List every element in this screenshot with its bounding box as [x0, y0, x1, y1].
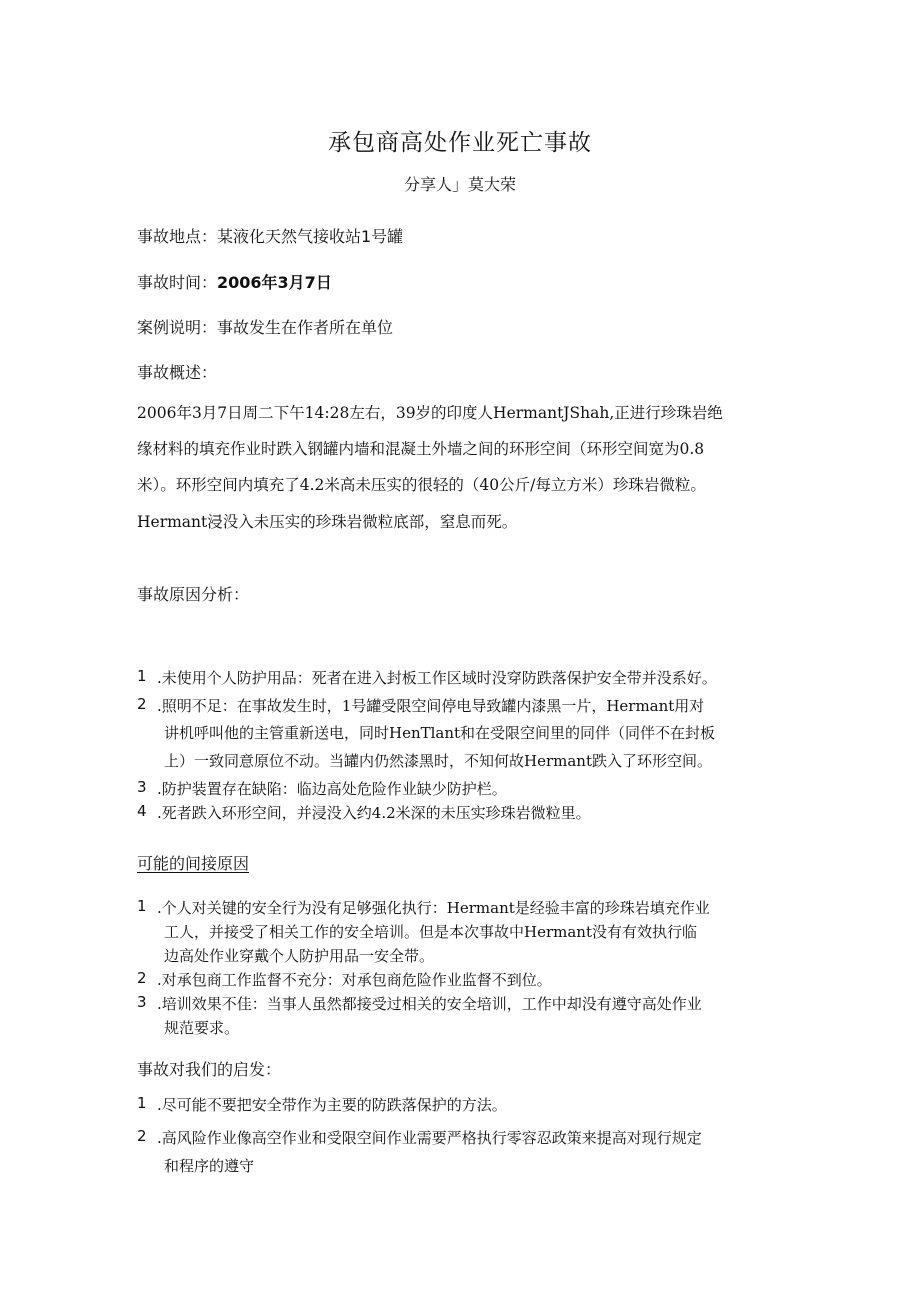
list-item-continuation: 上）一致同意原位不动。当罐内仍然漆黑时，不知何故Hermant跌入了环形空间。	[164, 752, 712, 770]
lessons-heading: 事故对我们的启发：	[137, 1060, 282, 1079]
list-number: 2	[137, 695, 147, 713]
list-number: 1	[137, 897, 147, 915]
list-item-continuation: 边高处作业穿戴个人防护用品一安全带。	[164, 947, 435, 965]
accident-location: 事故地点：某液化天然气接收站1号罐	[137, 227, 404, 246]
list-item: .尽可能不要把安全带作为主要的防跌落保护的方法。	[157, 1096, 507, 1114]
presenter-line: 分享人」莫大荣	[403, 175, 516, 194]
list-item: .未使用个人防护用品：死者在进入封板工作区域时没穿防跌落保护安全带并没系好。	[157, 669, 717, 687]
indirect-causes-heading: 可能的间接原因	[137, 854, 250, 873]
overview-line: 米）。环形空间内填充了4.2米高未压实的很轻的（40公斤/每立方米）珍珠岩微粒。	[137, 476, 706, 494]
list-item-continuation: 讲机呼叫他的主管重新送电，同时HenTlant和在受限空间里的同伴（同伴不在封板	[164, 724, 716, 742]
list-number: 2	[137, 1127, 147, 1145]
list-number: 1	[137, 1094, 147, 1112]
overview-heading: 事故概述：	[137, 363, 218, 382]
list-item: .防护装置存在缺陷：临边高处危险作业缺少防护栏。	[157, 780, 507, 798]
case-note: 案例说明：事故发生在作者所在单位	[137, 318, 394, 337]
overview-line: 缘材料的填充作业时跌入钢罐内墙和混凝土外墙之间的环形空间（环形空间宽为0.8	[137, 440, 705, 458]
list-item: .高风险作业像高空作业和受限空间作业需要严格执行零容忍政策来提高对现行规定	[157, 1129, 702, 1147]
list-item-continuation: 和程序的遵守	[164, 1157, 255, 1175]
accident-time-value: 2006年3月7日	[217, 273, 332, 292]
accident-time-label: 事故时间：	[137, 273, 218, 292]
list-item-continuation: 规范要求。	[164, 1019, 240, 1037]
list-number: 1	[137, 667, 147, 685]
list-number: 3	[137, 778, 147, 796]
list-item: .照明不足：在事故发生时，1号罐受限空间停电导致罐内漆黑一片，Hermant用对	[157, 697, 705, 715]
list-item: .个人对关键的安全行为没有足够强化执行：Hermant是经验丰富的珍珠岩填充作业	[157, 899, 710, 917]
page-title: 承包商高处作业死亡事故	[328, 130, 592, 156]
accident-time	[137, 270, 332, 293]
list-number: 3	[137, 993, 147, 1011]
list-item: .对承包商工作监督不充分：对承包商危险作业监督不到位。	[157, 971, 552, 989]
overview-line: Hermant浸没入未压实的珍珠岩微粒底部，窒息而死。	[137, 513, 518, 531]
overview-line: 2006年3月7日周二下午14:28左右，39岁的印度人HermantJShah,正进行珍珠岩绝	[137, 404, 723, 422]
list-item: .死者跌入环形空间，并浸没入约4.2米深的未压实珍珠岩微粒里。	[157, 804, 591, 822]
list-item-continuation: 工人，并接受了相关工作的安全培训。但是本次事故中Hermant没有有效执行临	[164, 923, 697, 941]
list-number: 2	[137, 969, 147, 987]
causes-heading: 事故原因分析：	[137, 585, 250, 604]
list-number: 4	[137, 802, 147, 820]
list-item: .培训效果不佳：当事人虽然都接受过相关的安全培训，工作中却没有遵守高处作业	[157, 995, 702, 1013]
